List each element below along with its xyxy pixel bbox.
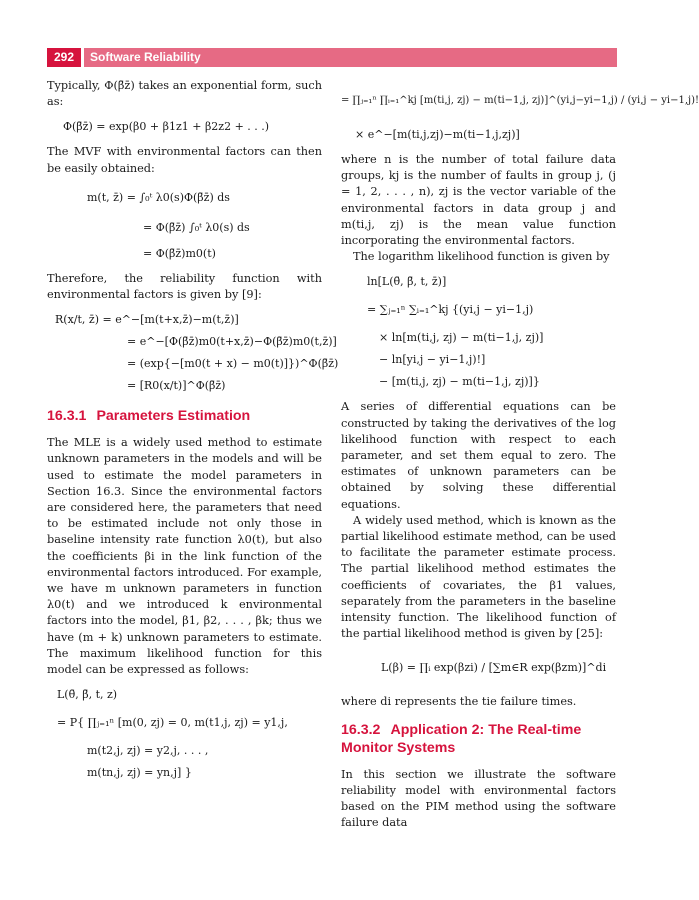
section-heading-application: 16.3.2 Application 2: The Real-time Monitor Systems [341,721,582,756]
equation-reliability: R(x/t, z̄) = e^−[m(t+x,z̄)−m(t,z̄)] = e^−[Φ(β̄z̄)m0(t+x,z̄)−Φ(β̄z̄)m0(t,z̄)] = (exp{−[m0(t + x) − m0(t)]})^Φ(β̄z̄) = [R0(x/t)]^Φ(β̄z̄) [55,313,339,393]
page-number: 292 [47,48,81,67]
paragraph-application: In this section we illustrate the software reliability model with environmental factors based on the PIM method using the software failure data [341,767,616,830]
equation-likelihood: L(θ̄, β̄, t, z) = P{ ∏ⱼ₌₁ⁿ [m(0, zj) = 0, m(t1,j, zj) = y1,j, m(t2,j, zj) = y2,j, . . . , m(tn,j, zj) = yn,j] } [57,688,288,780]
page-header [47,48,617,68]
equation-mvf: m(t, z̄) = ∫₀ᵗ λ0(s)Φ(β̄z̄) ds = Φ(β̄z̄) ∫₀ᵗ λ0(s) ds = Φ(β̄z̄)m0(t) [87,190,250,260]
paragraph-reliability: Therefore, the reliability function with environmental factors is given by [9]: [47,271,322,302]
left-column [47,78,339,790]
equation-log-likelihood: ln[L(θ̄, β̄, t, z̄)] = ∑ⱼ₌₁ⁿ ∑ᵢ₌₁^kj {(yi,j − yi−1,j) × ln[m(ti,j, zj) − m(ti−1,j, zj)] − ln[yi,j − yi−1,j)!] − [m(ti,j, zj) − m(ti−1,j, zj)]} [367,275,544,389]
paragraph-partial-likelihood: A widely used method, which is known as the partial likelihood estimate method, can be used to facilitate the parameter estimate process. The partial likelihood method estimates the coefficients of covariates, the β1 values, separately from the parameters in the baseline intensity function. The likelihood function of the partial likelihood method is given by [25]: [341,513,616,641]
equation-exp-form: Φ(β̄z̄) = exp(β0 + β1z1 + β2z2 + . . .) [63,120,270,134]
paragraph-where-n: where n is the number of total failure data groups, kj is the number of faults in group j, (j = 1, 2, . . . , n), zj is the vector variable of the environmental factors in data group j and m(ti,j, zj) is the mean value function incorporating the environmental factors. [341,153,616,248]
section-heading-parameters: 16.3.1 Parameters Estimation [47,408,251,425]
paragraph-differential: A series of differential equations can be constructed by taking the derivatives of the log likelihood function with respect to each parameter, and set them equal to zero. The estimates of unknown parameters can be obtained by solving these differential equations. [341,400,616,511]
paragraph-tie-failures: where di represents the tie failure times. [341,695,577,709]
paragraph-intro: Typically, Φ(β̄z̄) takes an exponential form, such as: [47,79,322,109]
running-title: Software Reliability [84,48,617,67]
paragraph-log-likelihood: The logarithm likelihood function is given by [353,250,610,264]
equation-likelihood-product: = ∏ⱼ₌₁ⁿ ∏ᵢ₌₁^kj [m(ti,j, zj) − m(ti−1,j, zj)]^(yi,j−yi−1,j) / (yi,j − yi−1,j)! × e^−[m(ti,j,zj)−m(ti−1,j,zj)] [341,95,699,141]
paragraph-mle: The MLE is a widely used method to estimate unknown parameters in the models and will be used to estimate the model parameters in Section 16.3. Since the environmental factors are considered here, the parameters that need to be estimated include not only those in baseline intensity rate function λ0(t), but also the coefficients βi in the link function of the environmental factors introduced. For example, we have m unknown parameters in function λ0(t) and we introduced k environmental factors into the model, β1, β2, . . . , βk; thus we have (m + k) unknown parameters to estimate. The maximum likelihood function for this model can be expressed as follows: [47,436,322,677]
paragraph-mvf: The MVF with environmental factors can then be easily obtained: [47,145,322,175]
right-column [341,78,699,831]
equation-partial-likelihood: L(β) = ∏ᵢ exp(βzi) / [∑m∈R exp(βzm)]^di [381,661,607,675]
